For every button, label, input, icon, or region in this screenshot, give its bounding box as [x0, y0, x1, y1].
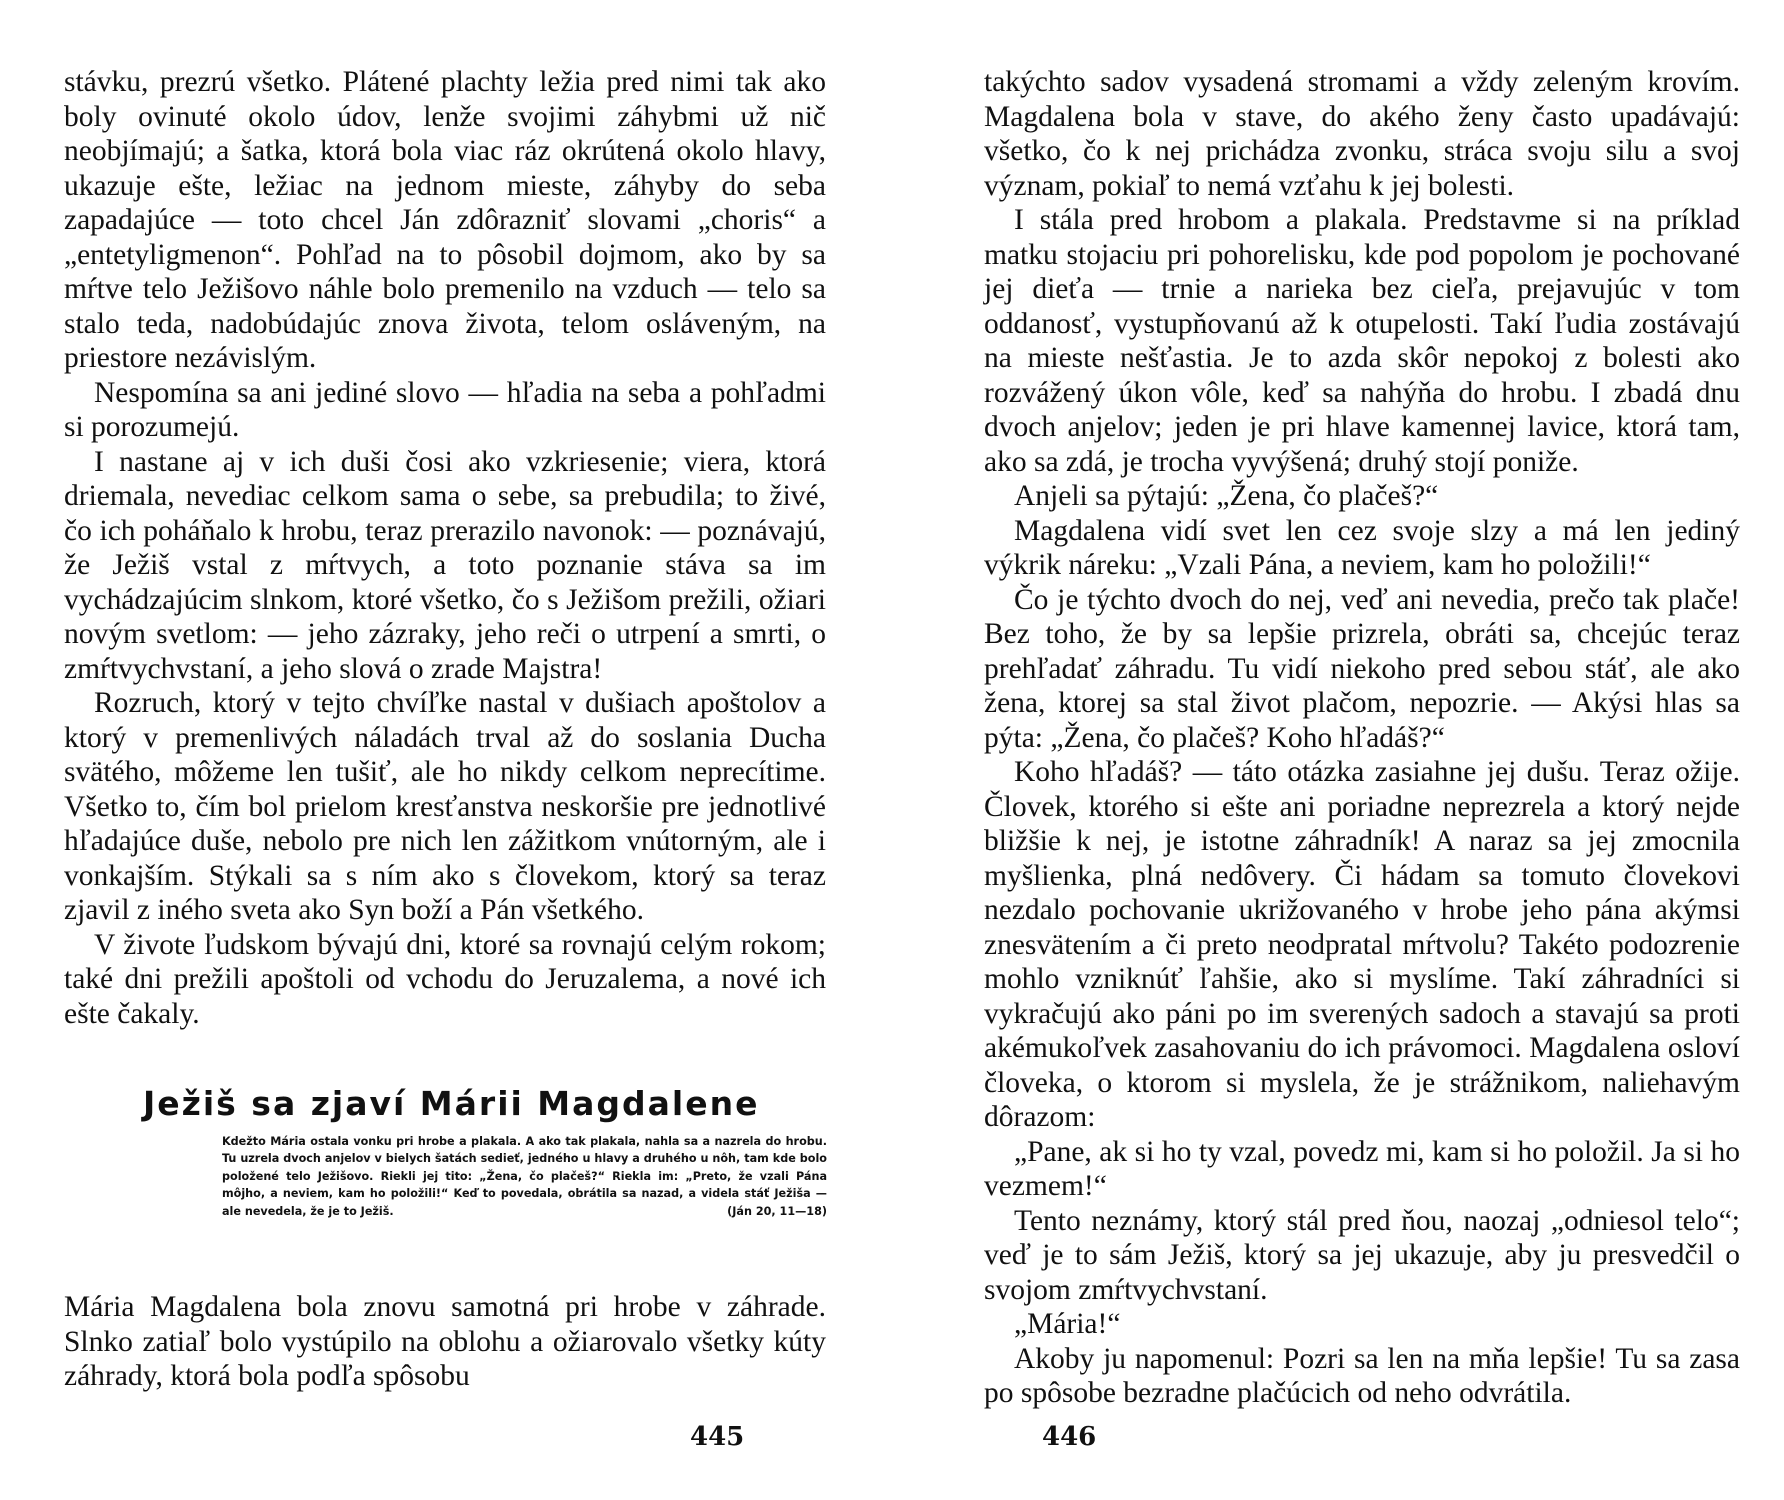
paragraph: I stála pred hrobom a plakala. Predstavme si na príklad matku stojaciu pri pohorelisku, kde pod popolom je pochované jej dieťa — trnie a narieka bez cieľa, prejavujúc v tom oddanosť, vystupňovanú až k otupelosti. Takí ľudia zostávajú na mieste nešťastia. Je to azda skôr nepokoj z bolesti ako rozvážený úkon vôle, keď sa nahýňa do hrobu. I zbadá dnu dvoch anjelov; jeden je pri hlave kamennej lavice, ktorá tam, ako sa zdá, je trocha vyvýšená; druhý stojí poniže.: [984, 204, 1740, 478]
section-heading: Ježiš sa zjaví Márii Magdalene: [143, 1084, 760, 1123]
paragraph: „Mária!“: [1014, 1308, 1121, 1340]
page-number: 446: [1042, 1422, 1097, 1452]
scripture-summary: [222, 1133, 827, 1220]
paragraph: Mária Magdalena bola znovu samotná pri hrobe v záhrade. Slnko zatiaľ bolo vystúpilo na oblohu a ožiarovalo všetky kúty záhrady, ktorá bola podľa spôsobu: [64, 1291, 826, 1392]
paragraph: takýchto sadov vysadená stromami a vždy zeleným krovím. Magdalena bola v stave, do akého ženy často upadávajú: všetko, čo k nej prichádza zvonku, stráca svoju silu a svoj význam, pokiaľ to nemá vzťahu k jej bolesti.: [984, 66, 1740, 202]
paragraph: Anjeli sa pýtajú: „Žena, čo plačeš?“: [1014, 480, 1439, 512]
paragraph: Koho hľadáš? — táto otázka zasiahne jej dušu. Teraz ožije. Človek, ktorého si ešte ani poriadne neprezrela a ktorý nejde bližšie k nej, je istotne záhradník! A naraz sa jej zmocnila myšlienka, plná nedôvery. Či hádam sa tomuto človekovi nezdalo pochovanie ukrižovaného v hrobe jeho pána akýmsi znesvätením a či preto neodpratal mŕtvolu? Takéto podozrenie mohlo vzniknúť ľahšie, ako si myslíme. Takí záhradníci si vykračujú ako páni po im sverených sadoch a stavajú sa proti akémukoľvek zasahovaniu do ich právomoci. Magdalena osloví človeka, o ktorom si myslela, že je strážnikom, naliehavým dôrazom:: [984, 756, 1740, 1133]
left-page-body-top: [64, 65, 826, 1031]
paragraph: Rozruch, ktorý v tejto chvíľke nastal v dušiach apoštolov a ktorý v premenlivých náladách trval až do soslania Ducha svätého, môžeme len tušiť, ale ho nikdy celkom neprecítime. Všetko to, čím bol prielom kresťanstva neskoršie pre jednotlivé hľadajúce duše, nebolo pre nich len zážitkom vnútorným, ale i vonkajším. Stýkali sa s ním ako s človekom, ktorý sa teraz zjavil z iného sveta ako Syn boží a Pán všetkého.: [64, 687, 826, 926]
paragraph: V živote ľudskom bývajú dni, ktoré sa rovnajú celým rokom; také dni prežili apoštoli od vchodu do Jeruzalema, a nové ich ešte čakaly.: [64, 928, 826, 1030]
right-page-body: [984, 65, 1740, 1411]
paragraph: Čo je týchto dvoch do nej, veď ani nevedia, prečo tak plače! Bez toho, že by sa lepšie prizrela, obráti sa, chcejúc teraz prehľadať záhradu. Tu vidí niekoho pred sebou stáť, ale ako žena, ktorej sa stal život plačom, nepozrie. — Akýsi hlas sa pýta: „Žena, čo plačeš? Koho hľadáš?“: [984, 583, 1740, 754]
page-number: 445: [690, 1422, 745, 1452]
paragraph: Nespomína sa ani jediné slovo — hľadia na seba a pohľadmi si porozumejú.: [64, 376, 826, 443]
left-page-body-bottom: [64, 1290, 826, 1394]
paragraph: I nastane aj v ich duši čosi ako vzkriesenie; viera, ktorá driemala, nevediac celkom sama o sebe, sa prebudila; to živé, čo ich poháňalo k hrobu, teraz prerazilo navonok: — poznávajú, že Ježiš vstal z mŕtvych, a toto poznanie stáva sa im vychádzajúcim slnkom, ktoré všetko, čo s Ježišom prežili, ožiari novým svetlom: — jeho zázraky, jeho reči o utrpení a smrti, o zmŕtvychvstaní, a jeho slová o zrade Majstra!: [64, 445, 826, 685]
summary-text: Kdežto Mária ostala vonku pri hrobe a plakala. A ako tak plakala, nahla sa a nazrela do hrobu. Tu uzrela dvoch anjelov v bielych šatách sedieť, jedného u hlavy a druhého u nôh, tam kde bolo položené telo Ježišovo. Riekli jej tito: „Žena, čo plačeš?“ Riekla im: „Preto, že vzali Pána môjho, a neviem, kam ho položili!“ Keď to povedala, obrátila sa nazad, a videla stáť Ježiša — ale nevedela, že je to Ježiš.: [222, 1135, 827, 1218]
right-page: [892, 0, 1784, 1500]
paragraph: Tento neznámy, ktorý stál pred ňou, naozaj „odniesol telo“; veď je to sám Ježiš, ktorý sa jej ukazuje, aby ju presvedčil o svojom zmŕtvychvstaní.: [984, 1204, 1740, 1306]
paragraph: stávku, prezrú všetko. Plátené plachty ležia pred nimi tak ako boly ovinuté okolo údov, lenže svojimi záhybmi už nič neobjímajú; a šatka, ktorá bola viac ráz okrútená okolo hlavy, ukazuje ešte, ležiac na jednom mieste, záhyby do seba zapadajúce — toto chcel Ján zdôrazniť slovami „choris“ a „entetyligmenon“. Pohľad na to pôsobil dojmom, ako by sa mŕtve telo Ježišovo náhle bolo premenilo na vzduch — telo sa stalo teda, nadobúdajúc znova života, telom osláveným, na priestore nezávislým.: [64, 66, 826, 374]
scripture-reference: (Ján 20, 11—18): [727, 1204, 827, 1218]
paragraph: Magdalena vidí svet len cez svoje slzy a má len jediný výkrik náreku: „Vzali Pána, a neviem, kam ho položili!“: [984, 514, 1740, 581]
paragraph: Akoby ju napomenul: Pozri sa len na mňa lepšie! Tu sa zasa po spôsobe bezradne plačúcich od neho odvrátila.: [984, 1342, 1740, 1409]
paragraph: „Pane, ak si ho ty vzal, povedz mi, kam si ho položil. Ja si ho vezmem!“: [984, 1135, 1740, 1202]
